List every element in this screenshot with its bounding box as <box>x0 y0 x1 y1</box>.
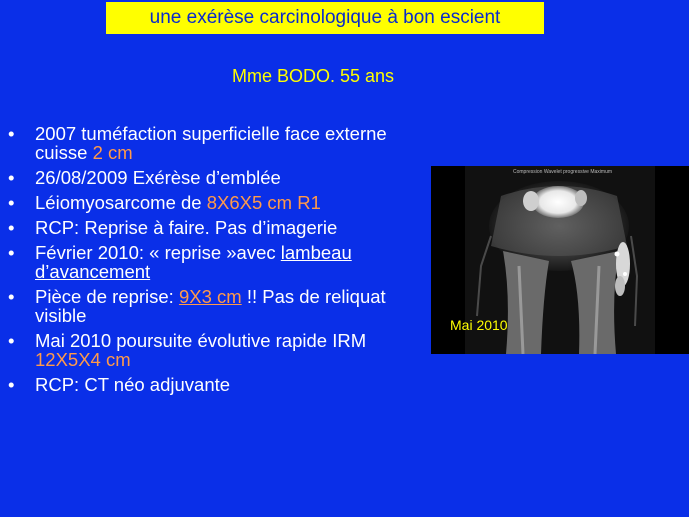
bullet-marker: • <box>8 217 15 238</box>
bullet-item <box>8 168 433 187</box>
bullet-text: lambeau d’avancement <box>35 242 352 282</box>
mri-image-panel <box>431 166 689 354</box>
bullet-text: RCP: CT néo adjuvante <box>35 374 231 395</box>
bullet-text: 8X6X5 cm R1 <box>206 192 321 213</box>
patient-subtitle: Mme BODO. 55 ans <box>232 66 395 86</box>
slide-title-box <box>106 2 544 34</box>
bullet-text: 2007 tuméfaction superficielle face externe cuisse <box>35 123 387 163</box>
bullet-item <box>8 243 433 281</box>
mri-header-text: Compression Wavelet progressive Maximum <box>513 169 613 175</box>
bullet-item <box>8 375 433 394</box>
bullet-text: 2 cm <box>92 142 133 163</box>
bullet-marker: • <box>8 192 15 213</box>
bullet-text: 26/08/2009 Exérèse d’emblée <box>35 167 281 188</box>
bullet-list <box>8 124 433 400</box>
bullet-text: 9X3 cm <box>178 286 242 307</box>
bullet-item <box>8 331 433 369</box>
bullet-text: !! Pas de reliquat visible <box>35 286 386 326</box>
bullet-marker: • <box>8 330 15 351</box>
bullet-text: 12X5X4 cm <box>35 349 131 370</box>
bullet-marker: • <box>8 167 15 188</box>
bullet-marker: • <box>8 123 15 144</box>
bullet-text: Février 2010: « reprise »avec <box>35 242 281 263</box>
bullet-item <box>8 287 433 325</box>
bullet-text: Pièce de reprise: <box>35 286 179 307</box>
bullet-item <box>8 124 433 162</box>
bullet-marker: • <box>8 242 15 263</box>
slide-title: une exérèse carcinologique à bon escient <box>149 7 501 28</box>
bullet-marker: • <box>8 286 15 307</box>
bullet-text: RCP: Reprise à faire. Pas d’imagerie <box>35 217 338 238</box>
bullet-item <box>8 193 433 212</box>
image-caption: Mai 2010 <box>450 317 508 333</box>
bullet-text: Mai 2010 poursuite évolutive rapide IRM <box>35 330 367 351</box>
bullet-text: Léiomyosarcome de <box>35 192 207 213</box>
bullet-item <box>8 218 433 237</box>
bullet-marker: • <box>8 374 15 395</box>
